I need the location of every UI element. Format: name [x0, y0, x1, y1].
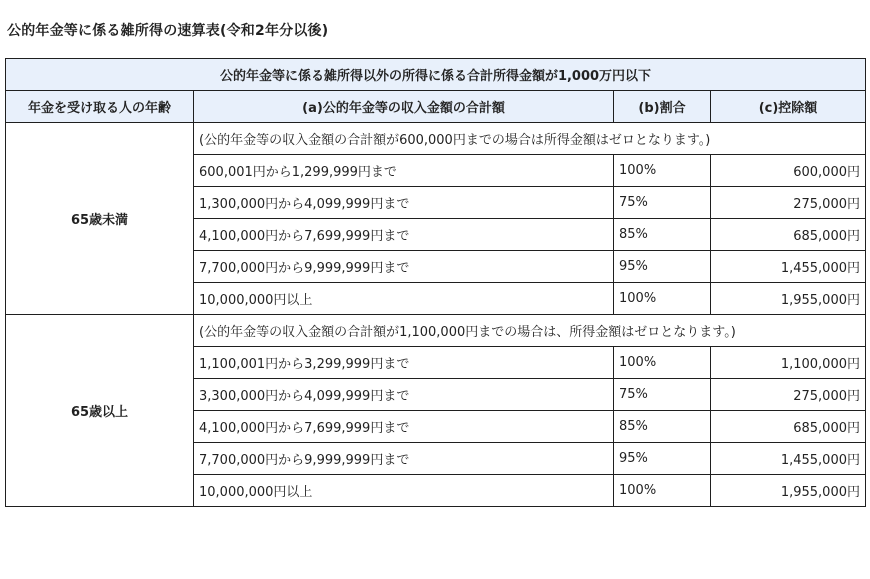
deduction-cell: 600,000円 — [711, 155, 866, 187]
deduction-cell: 685,000円 — [711, 219, 866, 251]
header-income: (a)公的年金等の収入金額の合計額 — [194, 91, 614, 123]
deduction-cell: 1,955,000円 — [711, 283, 866, 315]
group-note-row — [6, 315, 866, 347]
rate-cell: 75% — [614, 187, 711, 219]
age-group-label: 65歳以上 — [6, 315, 194, 507]
income-range-cell: 1,100,001円から3,299,999円まで — [194, 347, 614, 379]
header-deduction: (c)控除額 — [711, 91, 866, 123]
income-range-cell: 3,300,000円から4,099,999円まで — [194, 379, 614, 411]
deduction-cell: 1,455,000円 — [711, 251, 866, 283]
age-group-label: 65歳未満 — [6, 123, 194, 315]
table-header-row — [6, 91, 866, 123]
table-caption: 公的年金等に係る雑所得以外の所得に係る合計所得金額が1,000万円以下 — [6, 59, 866, 91]
group-note-row — [6, 123, 866, 155]
income-range-cell: 4,100,000円から7,699,999円まで — [194, 219, 614, 251]
income-range-cell: 4,100,000円から7,699,999円まで — [194, 411, 614, 443]
rate-cell: 75% — [614, 379, 711, 411]
deduction-cell: 275,000円 — [711, 379, 866, 411]
rate-cell: 100% — [614, 155, 711, 187]
pension-income-table — [5, 58, 866, 507]
income-range-cell: 10,000,000円以上 — [194, 283, 614, 315]
income-range-cell: 1,300,000円から4,099,999円まで — [194, 187, 614, 219]
rate-cell: 85% — [614, 411, 711, 443]
income-range-cell: 7,700,000円から9,999,999円まで — [194, 443, 614, 475]
group-note: (公的年金等の収入金額の合計額が1,100,000円までの場合は、所得金額はゼロとなります。) — [194, 315, 866, 347]
income-range-cell: 10,000,000円以上 — [194, 475, 614, 507]
rate-cell: 85% — [614, 219, 711, 251]
rate-cell: 100% — [614, 283, 711, 315]
deduction-cell: 1,455,000円 — [711, 443, 866, 475]
rate-cell: 100% — [614, 347, 711, 379]
header-rate: (b)割合 — [614, 91, 711, 123]
rate-cell: 95% — [614, 443, 711, 475]
deduction-cell: 275,000円 — [711, 187, 866, 219]
rate-cell: 95% — [614, 251, 711, 283]
page-title: 公的年金等に係る雑所得の速算表(令和2年分以後) — [7, 23, 329, 39]
deduction-cell: 1,955,000円 — [711, 475, 866, 507]
income-range-cell: 600,001円から1,299,999円まで — [194, 155, 614, 187]
header-age: 年金を受け取る人の年齢 — [6, 91, 194, 123]
income-range-cell: 7,700,000円から9,999,999円まで — [194, 251, 614, 283]
deduction-cell: 1,100,000円 — [711, 347, 866, 379]
deduction-cell: 685,000円 — [711, 411, 866, 443]
rate-cell: 100% — [614, 475, 711, 507]
table-caption-row — [6, 59, 866, 91]
group-note: (公的年金等の収入金額の合計額が600,000円までの場合は所得金額はゼロとなります。) — [194, 123, 866, 155]
